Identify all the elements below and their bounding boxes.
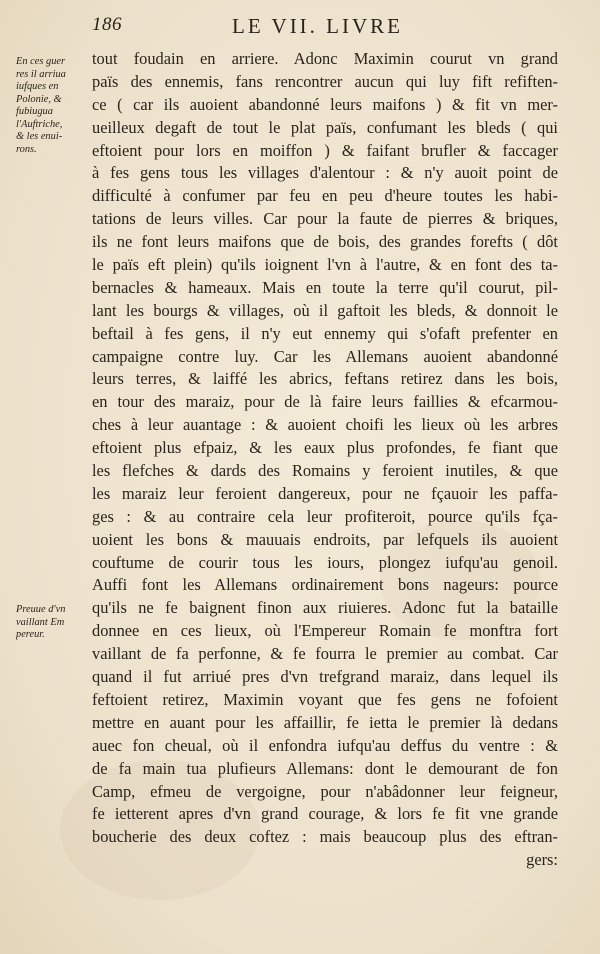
text-line: qu'ils ne fe baignent finon aux riuieres. Adonc fut la bataille bbox=[92, 598, 558, 618]
text-line: païs des ennemis, fans rencontrer aucun qui luy fift refiften- bbox=[92, 71, 558, 91]
margin-note-line: pereur. bbox=[16, 629, 45, 640]
text-line: les flefches & dards des Romains y feroient inutiles, & que bbox=[92, 461, 558, 481]
margin-note-line: iufques en bbox=[16, 81, 59, 92]
text-line: en tour des maraiz, pour de là faire leurs faillies & efcarmou- bbox=[92, 392, 558, 412]
text-line: eftoient pour lors en moiffon ) & faifant brufler & faccager bbox=[92, 140, 558, 160]
text-line: de fa main tua plufieurs Allemans: dont le demourant de fon bbox=[92, 758, 558, 778]
text-line: auec fon cheual, où il enfondra iufqu'au deffus du ventre : & bbox=[92, 735, 558, 755]
text-line: le païs eft plein) qu'ils ioignent l'vn à l'autre, & en font des ta- bbox=[92, 255, 558, 275]
text-line: Camp, efmeu de vergoigne, pour n'abâdonner leur feigneur, bbox=[92, 781, 558, 801]
text-line: quand il fut arriué pres d'vn trefgrand maraiz, dans lequel ils bbox=[92, 667, 558, 687]
page-header bbox=[92, 14, 562, 40]
text-line: difficulté à confumer par feu en peu d'heure toutes les habi- bbox=[92, 186, 558, 206]
text-line: vaillant de fa perfonne, & fe fourra le premier au combat. Car bbox=[92, 644, 558, 664]
margin-note-line: l'Auftriche, bbox=[16, 118, 63, 130]
text-line: ils ne font leurs maifons que de bois, des grandes forefts ( dôt bbox=[92, 232, 558, 252]
text-line: uoient les bons & mauuais endroits, par lefquels ils auoient bbox=[92, 529, 558, 549]
folio-number: 186 bbox=[92, 14, 122, 35]
text-line: ches à leur auantage : & auoient choifi les lieux où les arbres bbox=[92, 415, 558, 435]
text-line: ueilleux degaft de tout le plat païs, confumant les bleds ( qui bbox=[92, 117, 558, 137]
margin-note-line: En ces guer bbox=[16, 56, 66, 67]
margin-note-line: Polonie, & bbox=[16, 93, 62, 105]
margin-note-line: vaillant Em bbox=[16, 616, 65, 628]
text-line: beftail à fes gens, il n'y eut ennemy qui s'ofaft prefenter en bbox=[92, 323, 558, 343]
text-line: les maraiz leur feroient dangereux, pour ne fçauoir les paffa- bbox=[92, 483, 558, 503]
margin-note-line: rons. bbox=[16, 143, 37, 155]
text-line: ges : & au contraire cela leur profiteroit, pource qu'ils fça- bbox=[92, 506, 558, 526]
text-line: mettre en auant pour les affaillir, fe ietta le premier là dedans bbox=[92, 712, 558, 732]
text-line: leurs terres, & laiffé les abrics, feftans retirez dans les bois, bbox=[92, 369, 558, 389]
text-line: feftoient retirez, Maximin voyant que fes gens ne fofoient bbox=[92, 689, 558, 709]
margin-note-line: Preuue d'vn bbox=[16, 604, 66, 615]
margin-note bbox=[16, 604, 88, 642]
body-text bbox=[92, 48, 558, 872]
text-line: boucherie des deux coftez : mais beaucoup plus des eftran- bbox=[92, 827, 558, 847]
text-line: donnee en ces lieux, où l'Empereur Romain fe monftra fort bbox=[92, 621, 558, 641]
margin-note-line: & les enui- bbox=[16, 131, 63, 142]
running-title: LE VII. LIVRE bbox=[232, 14, 403, 38]
text-line: campaigne contre luy. Car les Allemans auoient abandonné bbox=[92, 346, 558, 366]
text-line: Auffi font les Allemans ordinairement bons nageurs: pource bbox=[92, 575, 558, 595]
margin-note-line: fubiugua bbox=[16, 106, 53, 117]
text-line: lant les bourgs & villages, où il gaftoit les bleds, & donnoit le bbox=[92, 300, 558, 320]
text-line: bernacles & hameaux. Mais en toute la terre qu'il courut, pil- bbox=[92, 277, 558, 297]
text-line: tations de leurs villes. Car pour la faute de pierres & briques, bbox=[92, 209, 558, 229]
text-line: fe ietterent apres d'vn grand courage, & lors fe fit vne grande bbox=[92, 804, 558, 824]
margin-note bbox=[16, 56, 88, 156]
catchword: gers: bbox=[526, 850, 558, 870]
text-line: ce ( car ils auoient abandonné leurs maifons ) & fit vn mer- bbox=[92, 94, 558, 114]
text-line: eftoient plus efpaiz, & les eaux plus profondes, fe fiant que bbox=[92, 438, 558, 458]
text-line: couftume de courir tous les iours, plongez iufqu'au genoil. bbox=[92, 552, 558, 572]
text-line: à fes gens tous les villages d'alentour : & n'y auoit point de bbox=[92, 163, 558, 183]
margin-note-line: res il arriua bbox=[16, 68, 66, 80]
text-line: tout foudain en arriere. Adonc Maximin courut vn grand bbox=[92, 49, 558, 68]
